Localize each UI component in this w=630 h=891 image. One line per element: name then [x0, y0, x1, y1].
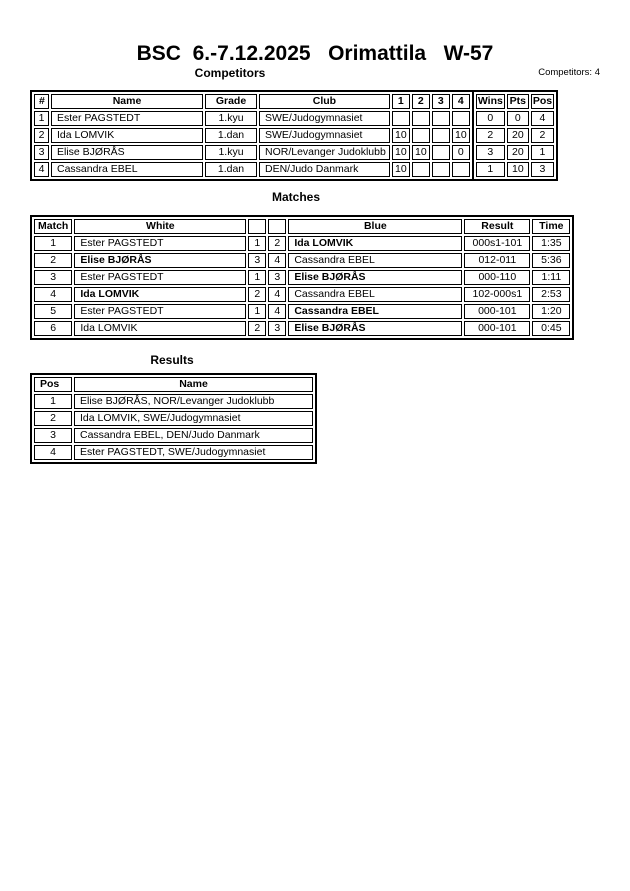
col-header-number: # — [34, 94, 49, 109]
score-vs-1 — [392, 111, 410, 126]
result-name: Elise BJØRÅS, NOR/Levanger Judoklubb — [74, 394, 313, 409]
result-position: 1 — [34, 394, 72, 409]
matches-heading: Matches — [271, 190, 321, 204]
blue-player-number: 2 — [268, 236, 286, 251]
competitor-row — [34, 111, 470, 126]
score-vs-3 — [432, 111, 450, 126]
match-result: 000-110 — [464, 270, 530, 285]
result-row — [34, 394, 313, 409]
score-vs-3 — [432, 145, 450, 160]
score-vs-3 — [432, 128, 450, 143]
result-position: 3 — [34, 428, 72, 443]
col-header-pos: Pos — [34, 377, 72, 392]
col-header-pts: Pts — [507, 94, 529, 109]
wins-value: 1 — [476, 162, 505, 177]
competitor-grade: 1.kyu — [205, 145, 257, 160]
col-header-match: Match — [34, 219, 72, 234]
blue-player-number: 3 — [268, 270, 286, 285]
match-time: 1:20 — [532, 304, 570, 319]
competitor-name: Cassandra EBEL — [51, 162, 203, 177]
col-header-name: Name — [74, 377, 313, 392]
match-number: 6 — [34, 321, 72, 336]
match-time: 1:11 — [532, 270, 570, 285]
stats-header-row — [476, 94, 554, 109]
result-row — [34, 428, 313, 443]
pos-value: 3 — [531, 162, 554, 177]
col-header-time: Time — [532, 219, 570, 234]
competitor-club: SWE/Judogymnasiet — [259, 111, 390, 126]
competitor-club: DEN/Judo Danmark — [259, 162, 390, 177]
competitors-heading: Competitors — [194, 66, 266, 80]
score-vs-2: 10 — [412, 145, 430, 160]
score-vs-2 — [412, 162, 430, 177]
score-vs-4: 0 — [452, 145, 470, 160]
score-vs-1: 10 — [392, 162, 410, 177]
blue-player-number: 4 — [268, 304, 286, 319]
score-vs-2 — [412, 128, 430, 143]
match-row — [34, 253, 570, 268]
stats-row — [476, 145, 554, 160]
results-header-row — [34, 377, 313, 392]
competitor-number: 1 — [34, 111, 49, 126]
match-row — [34, 304, 570, 319]
match-time: 1:35 — [532, 236, 570, 251]
blue-player: Cassandra EBEL — [288, 253, 462, 268]
page-title: BSC 6.-7.12.2025 Orimattila W-57 — [136, 42, 494, 65]
white-player: Ida LOMVIK — [74, 321, 246, 336]
score-vs-4: 10 — [452, 128, 470, 143]
competitors-table — [30, 90, 558, 181]
competitor-number: 4 — [34, 162, 49, 177]
white-player-number: 2 — [248, 321, 266, 336]
score-vs-4 — [452, 111, 470, 126]
score-vs-4 — [452, 162, 470, 177]
score-vs-2 — [412, 111, 430, 126]
stats-row — [476, 111, 554, 126]
results-heading: Results — [150, 353, 194, 367]
pts-value: 20 — [507, 145, 529, 160]
competitors-header-row — [34, 94, 470, 109]
wins-value: 2 — [476, 128, 505, 143]
col-header-white: White — [74, 219, 246, 234]
col-header-blue-number — [268, 219, 286, 234]
result-position: 2 — [34, 411, 72, 426]
match-result: 000s1-101 — [464, 236, 530, 251]
blue-player: Cassandra EBEL — [288, 304, 462, 319]
match-row — [34, 321, 570, 336]
match-number: 1 — [34, 236, 72, 251]
col-header-wins: Wins — [477, 95, 503, 107]
white-player-number: 1 — [248, 304, 266, 319]
pos-value: 1 — [531, 145, 554, 160]
competitor-name: Ester PAGSTEDT — [51, 111, 203, 126]
col-header-opp4: 4 — [452, 94, 470, 109]
matches-header-row — [34, 219, 570, 234]
result-row — [34, 411, 313, 426]
blue-player-number: 4 — [268, 287, 286, 302]
result-position: 4 — [34, 445, 72, 460]
col-header-grade: Grade — [205, 94, 257, 109]
white-player-number: 1 — [248, 236, 266, 251]
match-number: 3 — [34, 270, 72, 285]
score-vs-1: 10 — [392, 128, 410, 143]
competitor-grade: 1.kyu — [205, 111, 257, 126]
col-header-white-number — [248, 219, 266, 234]
col-header-name: Name — [51, 94, 203, 109]
competitor-number: 2 — [34, 128, 49, 143]
result-name: Ida LOMVIK, SWE/Judogymnasiet — [74, 411, 313, 426]
match-result: 012-011 — [464, 253, 530, 268]
match-row — [34, 270, 570, 285]
competitor-grade: 1.dan — [205, 128, 257, 143]
match-result: 000-101 — [464, 304, 530, 319]
stats-row — [476, 128, 554, 143]
col-header-pos: Pos — [532, 95, 553, 107]
competitor-number: 3 — [34, 145, 49, 160]
competitor-row — [34, 128, 470, 143]
white-player: Ida LOMVIK — [74, 287, 246, 302]
blue-player: Ida LOMVIK — [288, 236, 462, 251]
white-player: Ester PAGSTEDT — [74, 270, 246, 285]
competitors-count-label: Competitors: 4 — [538, 67, 600, 78]
pos-value: 4 — [531, 111, 554, 126]
white-player: Ester PAGSTEDT — [74, 304, 246, 319]
match-number: 5 — [34, 304, 72, 319]
pts-value: 10 — [507, 162, 529, 177]
white-player-number: 3 — [248, 253, 266, 268]
match-number: 4 — [34, 287, 72, 302]
white-player-number: 2 — [248, 287, 266, 302]
blue-player: Cassandra EBEL — [288, 287, 462, 302]
match-row — [34, 236, 570, 251]
match-time: 0:45 — [532, 321, 570, 336]
competitors-main-table — [30, 90, 472, 181]
match-time: 2:53 — [532, 287, 570, 302]
match-result: 102-000s1 — [464, 287, 530, 302]
white-player: Elise BJØRÅS — [74, 253, 246, 268]
result-name: Ester PAGSTEDT, SWE/Judogymnasiet — [74, 445, 313, 460]
col-header-opp1: 1 — [392, 94, 410, 109]
competitor-name: Elise BJØRÅS — [51, 145, 203, 160]
blue-player-number: 4 — [268, 253, 286, 268]
score-vs-1: 10 — [392, 145, 410, 160]
white-player-number: 1 — [248, 270, 266, 285]
blue-player-number: 3 — [268, 321, 286, 336]
match-row — [34, 287, 570, 302]
match-result: 000-101 — [464, 321, 530, 336]
competitors-stats-table — [472, 90, 558, 181]
pts-value: 20 — [507, 128, 529, 143]
competitor-grade: 1.dan — [205, 162, 257, 177]
match-time: 5:36 — [532, 253, 570, 268]
col-header-result: Result — [464, 219, 530, 234]
match-number: 2 — [34, 253, 72, 268]
pos-value: 2 — [531, 128, 554, 143]
competitor-name: Ida LOMVIK — [51, 128, 203, 143]
blue-player: Elise BJØRÅS — [288, 270, 462, 285]
white-player: Ester PAGSTEDT — [74, 236, 246, 251]
col-header-opp3: 3 — [432, 94, 450, 109]
score-vs-3 — [432, 162, 450, 177]
pts-value: 0 — [507, 111, 529, 126]
competitor-club: NOR/Levanger Judoklubb — [259, 145, 390, 160]
wins-value: 0 — [476, 111, 505, 126]
col-header-club: Club — [259, 94, 390, 109]
stats-row — [476, 162, 554, 177]
results-table — [30, 373, 317, 464]
result-row — [34, 445, 313, 460]
result-name: Cassandra EBEL, DEN/Judo Danmark — [74, 428, 313, 443]
col-header-opp2: 2 — [412, 94, 430, 109]
wins-value: 3 — [476, 145, 505, 160]
competitor-row — [34, 162, 470, 177]
competitor-row — [34, 145, 470, 160]
col-header-blue: Blue — [288, 219, 462, 234]
blue-player: Elise BJØRÅS — [288, 321, 462, 336]
matches-table — [30, 215, 574, 340]
competitor-club: SWE/Judogymnasiet — [259, 128, 390, 143]
